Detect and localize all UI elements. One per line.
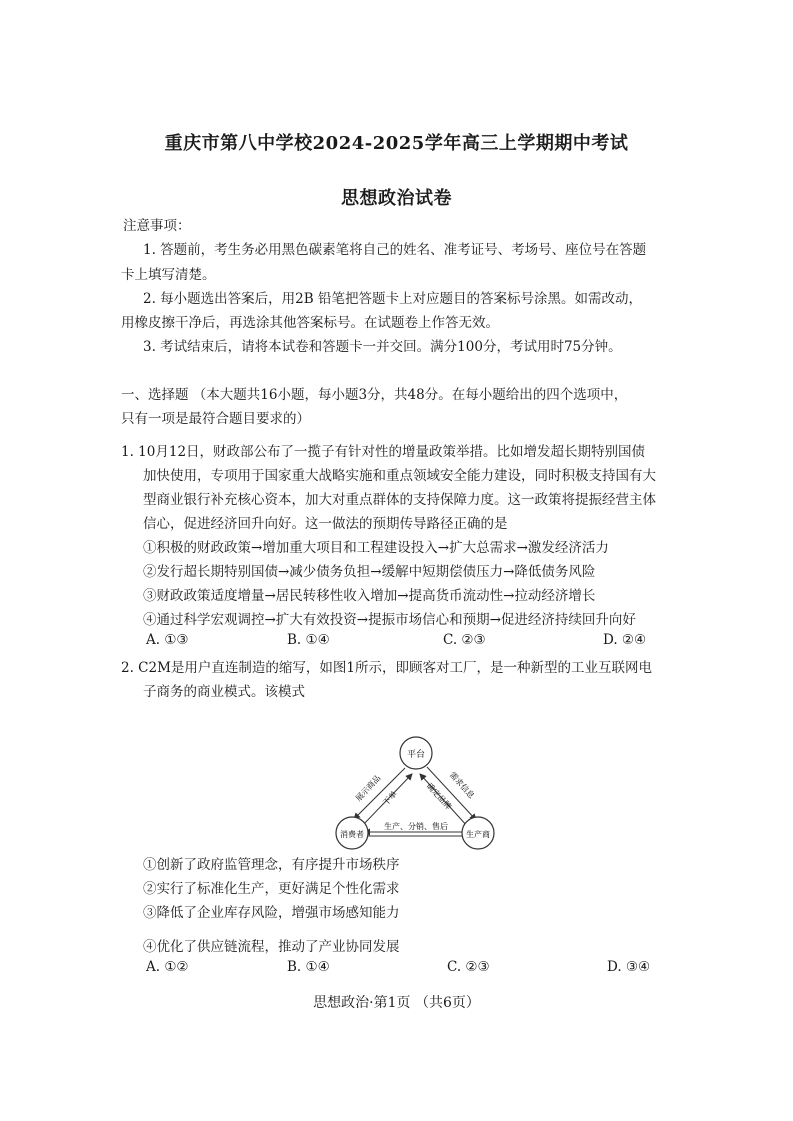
q2-statement-1: ①创新了政府监管理念，有序提升市场秩序 [143,857,400,873]
q1-option-b: B. ①④ [287,632,330,648]
node-consumer-label: 消费者 [340,830,364,839]
q2-option-d: D. ③④ [607,959,651,975]
q1-stem-line-3: 型商业银行补充核心资本，加大对重点群体的支持保障力度。这一政策将提振经营主体 [143,492,656,508]
q1-option-c: C. ②③ [443,632,486,648]
q2-option-a: A. ①② [146,959,189,975]
edge-left-inner-label: 下单 [381,789,399,808]
q1-statement-2: ②发行超长期特别国债→减少债务负担→缓解中短期偿债压力→降低债务风险 [143,564,596,580]
edge-right-outer-label: 需求信息 [447,770,476,801]
edge-right-inner-label: 确定品牌 [424,781,453,812]
node-platform-label: 平台 [406,750,426,760]
section-1-line-1: 一、选择题 （本大题共16小题，每小题3分，共48分。在每小题给出的四个选项中， [121,387,628,403]
q1-statement-1: ①积极的财政政策→增加重大项目和工程建设投入→扩大总需求→激发经济活力 [143,540,609,556]
q1-statement-3: ③财政政策适度增量→居民转移性收入增加→提高货币流动性→拉动经济增长 [143,588,596,604]
notice-item-1-line-1: 1. 答题前，考生务必用黑色碳素笔将自己的姓名、准考证号、考场号、座位号在答题 [143,242,647,258]
page-footer: 思想政治·第1页 （共6页） [313,995,480,1011]
q2-statement-4: ④优化了供应链流程，推动了产业协同发展 [143,939,400,955]
section-1-line-2: 只有一项是最符合题目要求的） [121,411,310,427]
edge-bottom-label: 生产、分销、售后 [384,822,448,831]
edge-left-outer-label: 展示商品 [353,773,383,804]
notice-item-3: 3. 考试结束后，请将本试卷和答题卡一并交回。满分100分，考试用时75分钟。 [143,339,622,355]
q1-statement-4: ④通过科学宏观调控→扩大有效投资→提振市场信心和预期→促进经济持续回升向好 [143,612,636,628]
exam-title: 重庆市第八中学校2024-2025学年高三上学期期中考试 [164,133,629,154]
q2-stem-line-1: 2. C2M是用户直连制造的缩写，如图1所示，即顾客对工厂，是一种新型的工业互联网电 [121,660,653,676]
q1-option-a: A. ①③ [146,632,189,648]
q1-stem-line-4: 信心，促进经济回升向好。这一做法的预期传导路径正确的是 [143,516,508,532]
c2m-diagram [330,734,500,854]
q1-stem-line-2: 加快使用，专项用于国家重大战略实施和重点领域安全能力建设，同时积极支持国有大 [143,468,656,484]
q1-stem-line-1: 1. 10月12日，财政部公布了一揽子有针对性的增量政策举措。比如增发超长期特别国债 [121,444,646,460]
node-producer-label: 生产商 [466,830,490,839]
q2-option-b: B. ①④ [287,959,330,975]
notice-heading: 注意事项： [123,218,191,234]
q2-statement-3: ③降低了企业库存风险，增强市场感知能力 [143,905,400,921]
q2-stem-line-2: 子商务的商业模式。该模式 [143,684,305,700]
q2-statement-2: ②实行了标准化生产，更好满足个性化需求 [143,881,400,897]
exam-subtitle: 思想政治试卷 [341,188,452,209]
notice-item-2-line-1: 2. 每小题选出答案后，用2B 铅笔把答题卡上对应题目的答案标号涂黑。如需改动， [143,291,642,307]
q1-option-d: D. ②④ [603,632,647,648]
notice-item-1-line-2: 卡上填写清楚。 [121,267,216,283]
notice-item-2-line-2: 用橡皮擦干净后，再选涂其他答案标号。在试题卷上作答无效。 [121,315,499,331]
q2-option-c: C. ②③ [447,959,490,975]
